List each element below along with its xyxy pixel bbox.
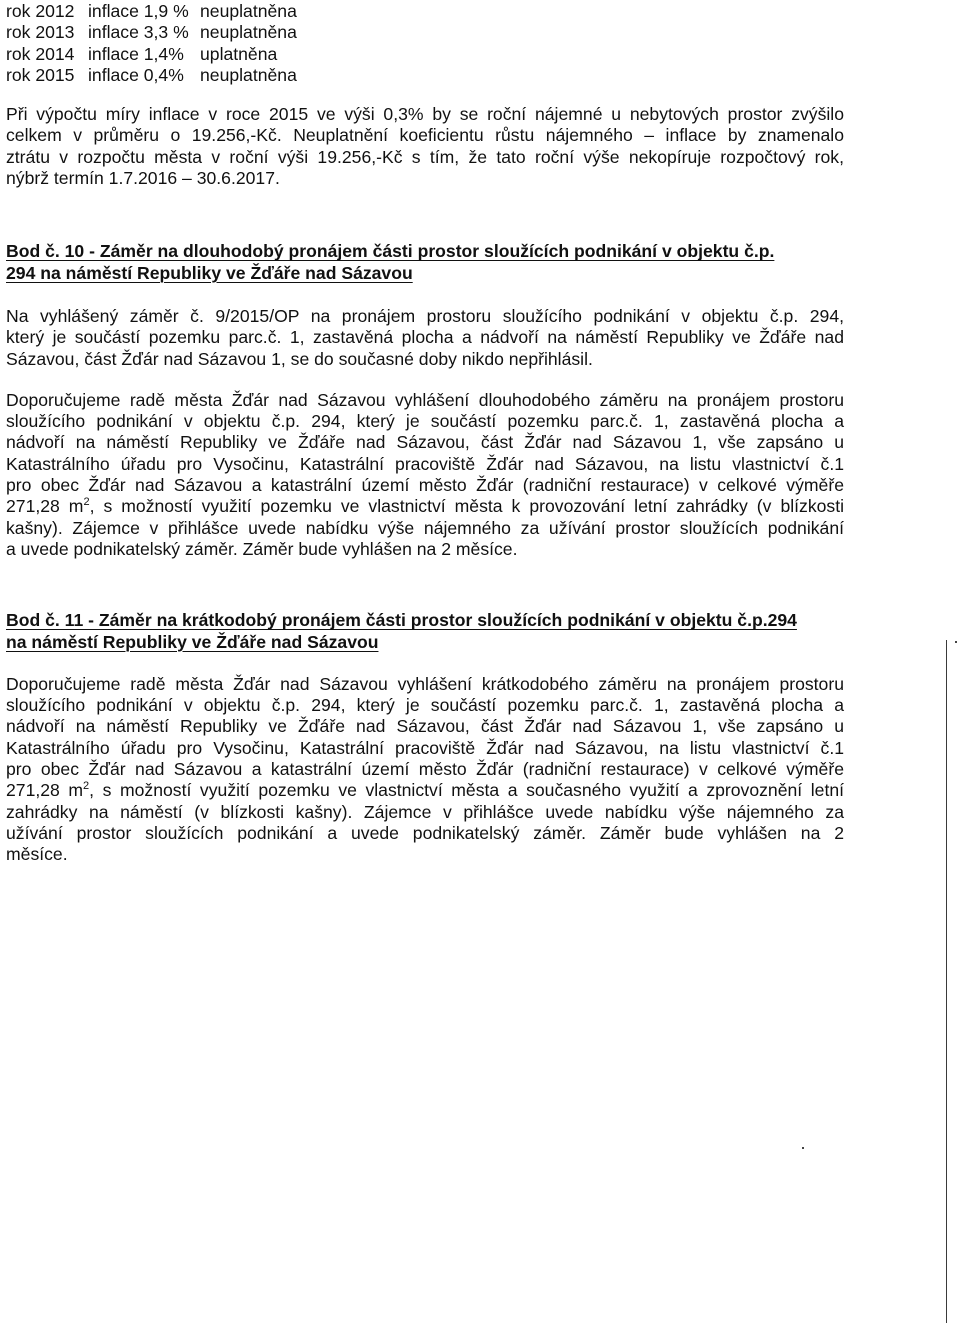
paragraph-line: nádvoří na náměstí Republiky ve Žďáře nad Sázavou, část Žďár nad Sázavou 1, vše zapsáno u [6,432,844,453]
paragraph-line: nádvoří na náměstí Republiky ve Žďáře nad Sázavou, část Žďár nad Sázavou 1, vše zapsáno u [6,716,844,737]
heading-line: na náměstí Republiky ve Žďáře nad Sázavou [6,631,379,652]
inflation-status: neuplatněna [200,22,297,43]
scan-speck [955,641,957,643]
inflation-list [6,1,844,86]
inflation-paragraph [6,104,844,189]
inflation-rate: inflace 1,9 % [88,1,189,21]
inflation-row [6,22,844,43]
paragraph-line: sloužícího podnikání v objektu č.p. 294, který je součástí pozemku parc.č. 1, zastavěná plocha a [6,695,844,716]
paragraph-line: Doporučujeme radě města Žďár nad Sázavou vyhlášení krátkodobého záměru na pronájem prostoru [6,673,844,694]
item-11-heading [6,610,844,653]
document-page [6,1,844,866]
inflation-rate: inflace 1,4% [88,43,184,64]
area-text: , s možností využití pozemku ve vlastnictví města k provozování letní zahrádky (v blízkosti [89,496,845,517]
paragraph-line: zahrádky na náměstí (v blízkosti kašny). Zájemce v přihlášce uvede nabídku výše nájemného za [6,801,844,822]
paragraph-line: Na vyhlášený záměr č. 9/2015/OP na pronájem prostoru sloužícího podnikání v objektu č.p. 294, [6,305,844,326]
paragraph-line [6,780,844,801]
area-value: 271,28 m [6,496,84,517]
paragraph-line: užívání prostor sloužících podnikání a uvede podnikatelský záměr. Záměr bude vyhlášen na 2 [6,822,844,843]
area-text: , s možností využití pozemku ve vlastnictví města a současného využití a zprovoznění letní [89,780,844,801]
scan-edge-line [946,640,947,1323]
item-10-heading [6,241,844,284]
paragraph-line: který je součástí pozemku parc.č. 1, zastavěná plocha a nádvoří na náměstí Republiky ve Žďáře nad [6,327,844,348]
paragraph-line: Sázavou, část Žďár nad Sázavou 1, se do současné doby nikdo nepřihlásil. [6,348,593,369]
paragraph-line: pro obec Žďár nad Sázavou a katastrální území město Žďár (radniční restaurace) v celkové výměře [6,475,844,496]
paragraph-line: celkem v průměru o 19.256,-Kč. Neuplatnění koeficientu růstu nájemného – inflace by znamenalo [6,125,844,146]
inflation-year: rok 2013 [6,22,75,43]
paragraph-line: kašny). Zájemce v přihlášce uvede nabídku výše nájemného za užívání prostor sloužících podnikání [6,517,844,538]
paragraph-line [6,496,844,517]
item-10-status-paragraph [6,306,844,370]
item-10-recommendation [6,390,844,560]
heading-line: Bod č. 10 - Záměr na dlouhodobý pronájem části prostor sloužících podnikání v objektu č.p. [6,241,775,262]
item-11-recommendation [6,674,844,866]
inflation-status: neuplatněna [200,1,297,21]
paragraph-line: Při výpočtu míry inflace v roce 2015 ve výši 0,3% by se roční nájemné u nebytových prostor zvýšilo [6,104,844,125]
paragraph-line: ztrátu v rozpočtu města v roční výši 19.256,-Kč s tím, že tato roční výše nekopíruje rozpočtový rok, [6,146,844,167]
heading-line: Bod č. 11 - Záměr na krátkodobý pronájem části prostor sloužících podnikání v objektu č.p.294 [6,610,797,631]
paragraph-line: nýbrž termín 1.7.2016 – 30.6.2017. [6,168,280,189]
inflation-row [6,1,844,22]
inflation-year: rok 2012 [6,1,75,21]
paragraph-line: a uvede podnikatelský záměr. Záměr bude vyhlášen na 2 měsíce. [6,538,518,559]
heading-line: 294 na náměstí Republiky ve Žďáře nad Sázavou [6,262,413,283]
area-superscript: 2 [83,496,90,509]
inflation-rate: inflace 3,3 % [88,22,189,43]
scan-speck [802,1147,804,1149]
paragraph-line: Katastrálního úřadu pro Vysočinu, Katastrální pracoviště Žďár nad Sázavou, na listu vlastnictví č.1 [6,737,844,758]
paragraph-line: Doporučujeme radě města Žďár nad Sázavou vyhlášení dlouhodobého záměru na pronájem prostoru [6,389,844,410]
paragraph-line: sloužícího podnikání v objektu č.p. 294, který je součástí pozemku parc.č. 1, zastavěná plocha a [6,411,844,432]
inflation-rate: inflace 0,4% [88,64,184,85]
inflation-status: neuplatněna [200,64,297,85]
inflation-row [6,65,844,86]
area-value: 271,28 m [6,780,84,801]
inflation-row [6,44,844,65]
area-superscript: 2 [83,780,90,793]
paragraph-line: měsíce. [6,844,68,865]
paragraph-line: Katastrálního úřadu pro Vysočinu, Katastrální pracoviště Žďár nad Sázavou, na listu vlastnictví č.1 [6,453,844,474]
inflation-year: rok 2014 [6,43,75,64]
paragraph-line: pro obec Žďár nad Sázavou a katastrální území město Žďár (radniční restaurace) v celkové výměře [6,759,844,780]
inflation-year: rok 2015 [6,64,75,85]
inflation-status: uplatněna [200,43,278,64]
